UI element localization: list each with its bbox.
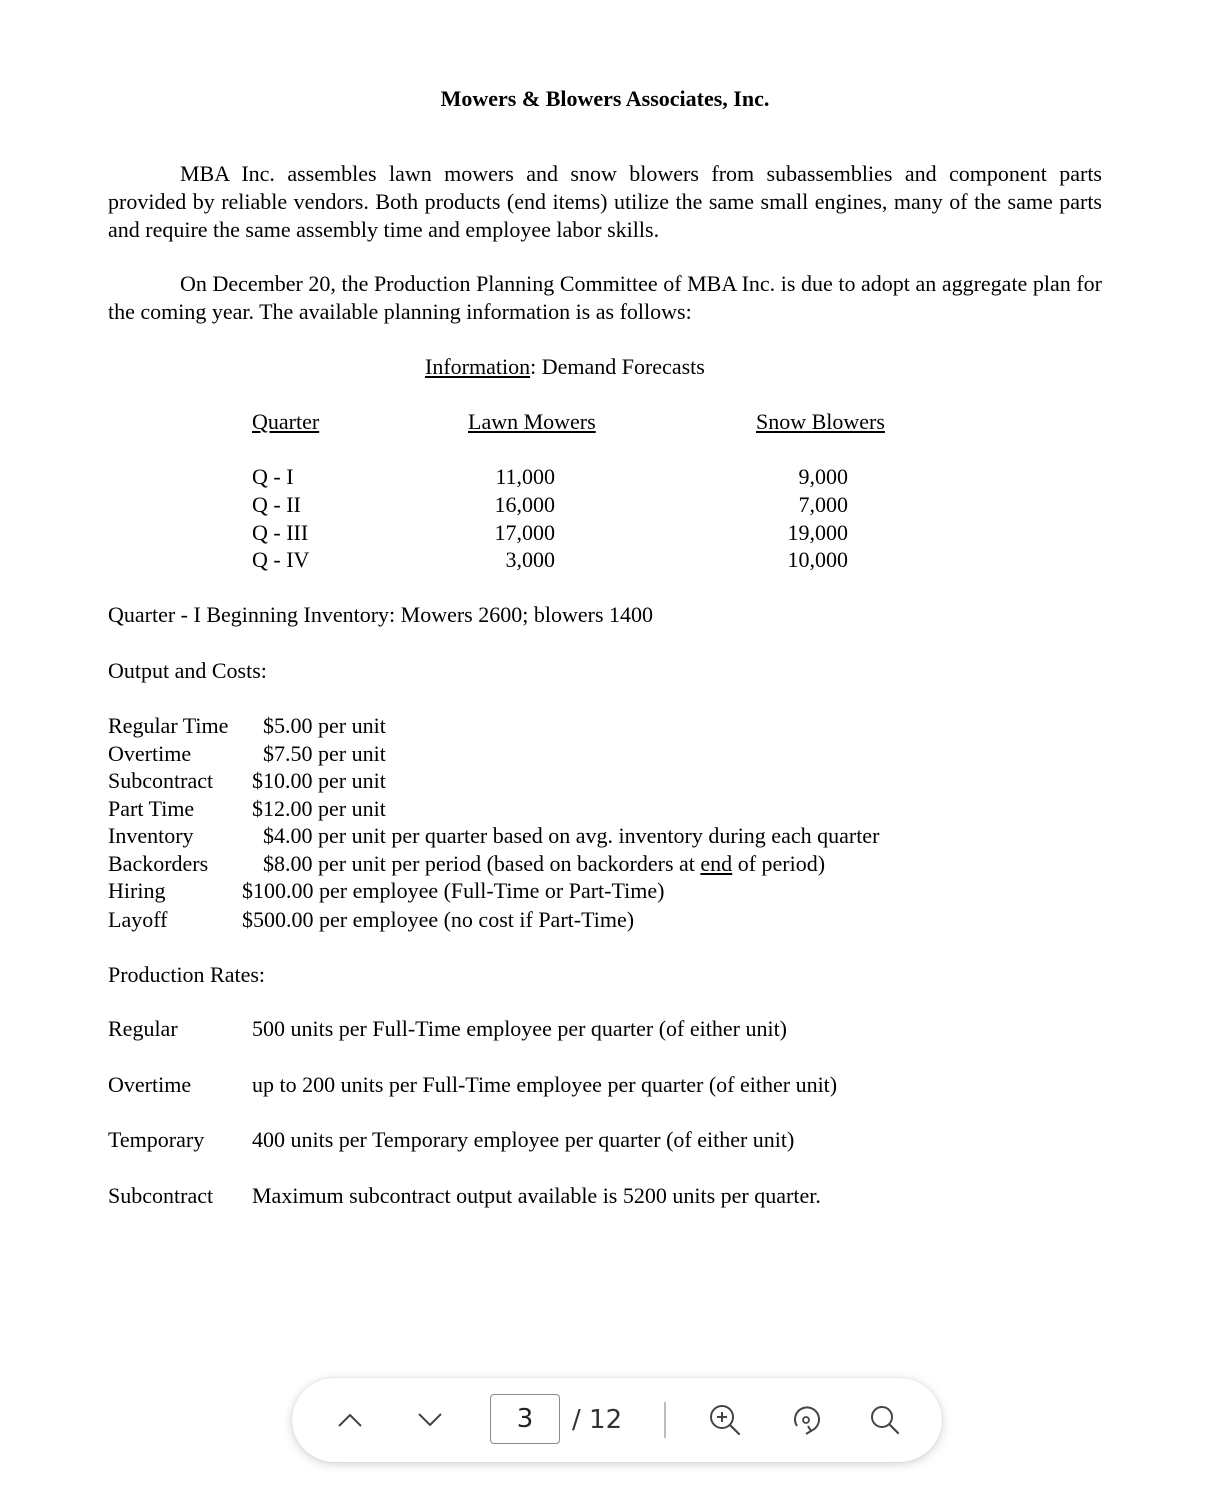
document-title: Mowers & Blowers Associates, Inc. [440,86,770,111]
beginning-inventory: Quarter - I Beginning Inventory: Mowers 2600; blowers 1400 [108,602,654,627]
search-button[interactable] [865,1400,905,1440]
table-cell-mowers: 3,000 [505,547,555,572]
cost-value [263,850,825,878]
table-cell-quarter: Q - III [252,520,309,545]
rate-label: Subcontract [108,1183,214,1208]
table-cell-blowers: 10,000 [787,547,848,572]
rate-value: Maximum subcontract output available is 5200 units per quarter. [252,1183,821,1208]
toolbar-divider [664,1402,666,1438]
cost-value-part: of period) [732,851,826,876]
cost-label: Layoff [108,907,168,932]
table-cell-blowers: 7,000 [798,492,848,517]
output-costs-heading: Output and Costs: [108,658,267,683]
rate-value: 500 units per Full-Time employee per quarter (of either unit) [252,1016,788,1041]
rotate-icon [790,1403,824,1437]
cost-label: Part Time [108,796,195,821]
table-header-quarter: Quarter [252,409,320,434]
paragraph-planning [108,270,1102,326]
info-heading-rest: : Demand Forecasts [530,354,705,379]
table-cell-mowers: 11,000 [495,464,555,489]
cost-value: $5.00 per unit [263,713,386,738]
chevron-up-icon [337,1412,363,1428]
cost-value: $4.00 per unit per quarter based on avg. inventory during each quarter [263,823,880,848]
cost-label: Overtime [108,741,192,766]
table-header-lawn-mowers: Lawn Mowers [468,409,596,434]
table-cell-mowers: 17,000 [494,520,555,545]
cost-label: Subcontract [108,768,214,793]
pdf-viewer-toolbar [292,1378,942,1462]
cost-value: $12.00 per unit [252,796,386,821]
cost-value-part: $8.00 per unit per period (based on backorders at [263,851,701,876]
search-icon [869,1404,901,1436]
paragraph-intro [108,160,1102,244]
cost-label: Hiring [108,878,166,903]
rate-value: 400 units per Temporary employee per quarter (of either unit) [252,1127,795,1152]
info-heading-underlined: Information [425,354,531,379]
cost-value: $100.00 per employee (Full-Time or Part-Time) [242,878,665,903]
production-rates-heading: Production Rates: [108,962,266,987]
table-header-snow-blowers: Snow Blowers [756,409,885,434]
rotate-button[interactable] [787,1400,827,1440]
cost-label: Regular Time [108,713,229,738]
page-total: / 12 [572,1405,623,1435]
table-cell-quarter: Q - IV [252,547,310,572]
zoom-in-button[interactable] [705,1400,745,1440]
paragraph-planning-text: On December 20, the Production Planning Committee of MBA Inc. is due to adopt an aggregate plan for the coming year. The available planning information is as follows: [108,271,1102,324]
previous-page-button[interactable] [330,1400,370,1440]
table-cell-quarter: Q - II [252,492,301,517]
cost-value-underlined: end [700,851,733,876]
zoom-in-icon [708,1403,742,1437]
rate-label: Regular [108,1016,178,1041]
cost-label: Inventory [108,823,194,848]
cost-value: $500.00 per employee (no cost if Part-Time) [242,907,635,932]
table-cell-blowers: 19,000 [787,520,848,545]
rate-label: Temporary [108,1127,205,1152]
paragraph-intro-text: MBA Inc. assembles lawn mowers and snow blowers from subassemblies and component parts provided by reliable vendors. Both products (end items) utilize the same small engines, many of the same parts and require the same assembly time and employee labor skills. [108,161,1102,242]
rate-value: up to 200 units per Full-Time employee per quarter (of either unit) [252,1072,838,1097]
rate-label: Overtime [108,1072,192,1097]
page-number-input[interactable] [490,1394,560,1444]
table-cell-mowers: 16,000 [494,492,555,517]
cost-label: Backorders [108,851,209,876]
table-cell-blowers: 9,000 [798,464,848,489]
next-page-button[interactable] [410,1400,450,1440]
cost-value: $10.00 per unit [252,768,386,793]
chevron-down-icon [417,1412,443,1428]
table-cell-quarter: Q - I [252,464,294,489]
cost-value: $7.50 per unit [263,741,386,766]
info-heading [425,353,705,381]
